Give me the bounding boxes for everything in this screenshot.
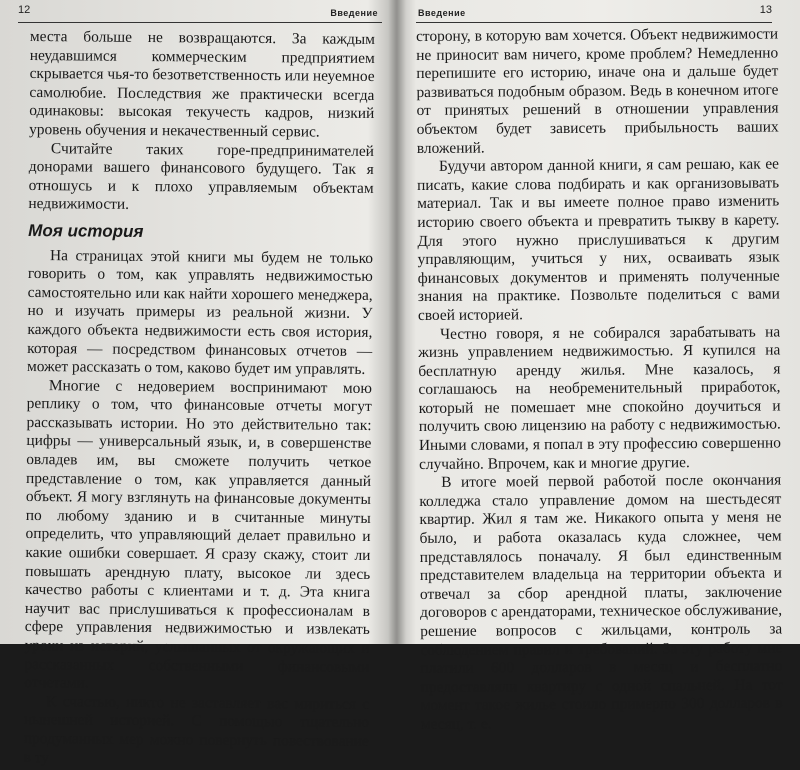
paragraph: В итоге моей первой работой после окончания колледжа стало управление домом на шестьдесят квартир. Жил я там же. Никакого опыта у меня не было, и работа оказалась куда сложнее, чем представлялось поначалу. Я был единственным представителем владельца на территории объекта и отвечал за сбор арендной платы, заключение договоров с арендаторами, техническое обслуживание, решение вопросов с жильцами, контроль за соблюдением правил и требований. За эту работу мне платили 600 долларов в месяц и бесплатно предоставляли квартиру с одной спальней. На тот момент такое жилье стоило примерно 300 долларов в месяц, т. е.: [419, 471, 783, 733]
right-running-head: [416, 4, 772, 23]
section-heading: Моя история: [28, 220, 144, 241]
left-page-body: [24, 28, 375, 770]
left-page-number: 12: [18, 4, 31, 16]
paragraph: Многие с недоверием воспринимают мою реплику о том, что финансовые отчеты могут рассказывать истории. Но это действительно так: цифры — универсальный язык, и, в совершенстве овладев им, вы сможете получить четкое представление о том, как управляется данный объект. Я могу взглянуть на финансовые документы по любому зданию и в считанные минуты определить, что управляющий делает правильно и какие ошибки совершает. Я сразу скажу, стоит ли повышать арендную плату, высокое ли здесь качество работы с клиентами и т. д. Эта книга научит вас прислушиваться к профессионалам в сфере управления недвижимостью и извлекать уроки из историй, услышанных от окружающих и рассказанных собственными финансовыми отчетами.: [24, 376, 372, 692]
paragraph: Будучи автором данной книги, я сам решаю, как ее писать, какие слова подбирать и как организовывать материал. Так и вы имеете полное право изменить историю своего объекта и превратить тыкву в карету. Для этого нужно прислушиваться к другим управляющим, учиться у них, осваивать язык финансовых документов и применять полученные знания на практике. Позвольте поделиться с вами своей историей.: [417, 155, 780, 324]
right-page: [402, 0, 800, 733]
right-page-body: [416, 25, 783, 734]
paragraph: сторону, в которую вам хочется. Объект недвижимости не приносит вам ничего, кроме проблем? Немедленно перепишите его историю, иначе она и дальше будет развиваться подобным образом. Ведь в конечном итоге от принятых решений в отношении управления объектом будет зависеть прибыльность ваших вложений.: [416, 25, 779, 157]
right-page-number: 13: [759, 4, 772, 16]
paragraph: На страницах этой книги мы будем не только говорить о том, как управлять недвижимостью самостоятельно или как найти хорошего менеджера, но и изучать примеры из реальной жизни. У каждого объекта недвижимости есть своя история, которая — посредством финансовых отчетов — может рассказать о том, каково будет им управлять.: [26, 246, 374, 379]
left-page: [0, 0, 392, 766]
paragraph: места больше не возвращаются. За каждым неудавшимся коммерческим предприятием скрывается чья-то безответственность или неуемное самолюбие. Последствия же практически всегда одинаковы: высокая текучесть кадров, низкий уровень обучения и некачественный сервис.: [29, 28, 375, 141]
paragraph: Честно говоря, я не собирался зарабатывать на жизнь управлением недвижимостью. Я купился на бесплатную аренду жилья. Мне казалось, я соглашаюсь на необременительный приработок, который не помешает мне спокойно доучиться и получить свою лицензию на работу с недвижимостью. Иными словами, я попал в эту профессию совершенно случайно. Впрочем, как и многие другие.: [418, 322, 781, 473]
left-running-title: Введение: [330, 8, 378, 18]
paragraph: Считайте таких горе-предпринимателей донорами вашего финансового будущего. Так я отношусь и к плохо управляемым объектам недвижимости.: [28, 139, 375, 214]
right-running-title: Введение: [418, 8, 466, 18]
left-running-head: [18, 4, 382, 23]
paragraph: К счастью, никто не заставляет вас мириться с нынешней историей. С помощью тщательно продуманных мер можно повернуть повествование в ту: [23, 692, 370, 766]
